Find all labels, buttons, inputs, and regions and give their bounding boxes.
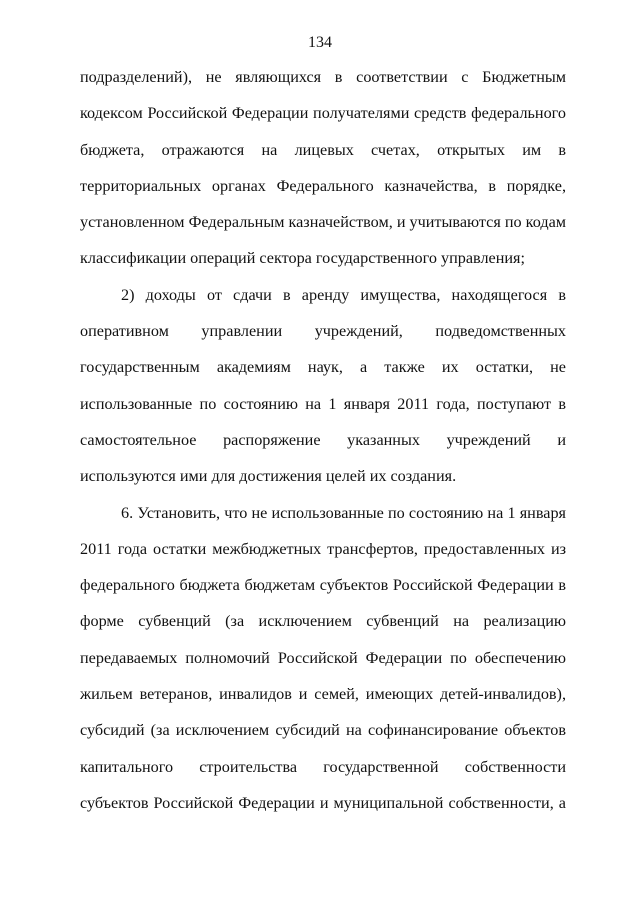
paragraph-continuation: [80, 66, 566, 284]
text-line: кодексом Российской Федерации получателями средств федерального: [80, 104, 566, 123]
text-line: форме субвенций (за исключением субвенций на реализацию: [80, 612, 566, 631]
text-line: государственным академиям наук, а также их остатки, не: [80, 358, 566, 377]
text-line: федерального бюджета бюджетам субъектов Российской Федерации в: [80, 576, 566, 595]
text-line: самостоятельное распоряжение указанных учреждений и: [80, 430, 566, 449]
text-line: субъектов Российской Федерации и муниципальной собственности, а: [80, 793, 566, 812]
page-number: 134: [308, 34, 332, 51]
text-line: оперативном управлении учреждений, подведомственных: [80, 322, 566, 341]
text-line: 2) доходы от сдачи в аренду имущества, находящегося в: [121, 285, 566, 304]
text-line: 2011 года остатки межбюджетных трансфертов, предоставленных из: [80, 539, 566, 558]
text-line: бюджета, отражаются на лицевых счетах, открытых им в: [80, 140, 566, 159]
text-line: подразделений), не являющихся в соответствии с Бюджетным: [80, 68, 566, 86]
document-body: [80, 66, 566, 828]
text-line: 6. Установить, что не использованные по состоянию на 1 января: [121, 503, 566, 522]
text-line: использованные по состоянию на 1 января 2011 года, поступают в: [80, 394, 566, 413]
paragraph-section-6: [80, 502, 566, 829]
text-line: жильем ветеранов, инвалидов и семей, имеющих детей-инвалидов),: [80, 685, 566, 704]
text-line: капитального строительства государственной собственности: [80, 757, 566, 776]
text-line: субсидий (за исключением субсидий на софинансирование объектов: [80, 721, 566, 740]
text-line: территориальных органах Федерального казначейства, в порядке,: [80, 176, 566, 195]
text-line: используются ими для достижения целей их создания.: [80, 467, 457, 486]
text-line: передаваемых полномочий Российской Федерации по обеспечению: [80, 648, 566, 667]
paragraph-item-2: [80, 284, 566, 502]
text-line: классификации операций сектора государственного управления;: [80, 249, 525, 268]
text-line: установленном Федеральным казначейством, и учитываются по кодам: [80, 213, 566, 232]
